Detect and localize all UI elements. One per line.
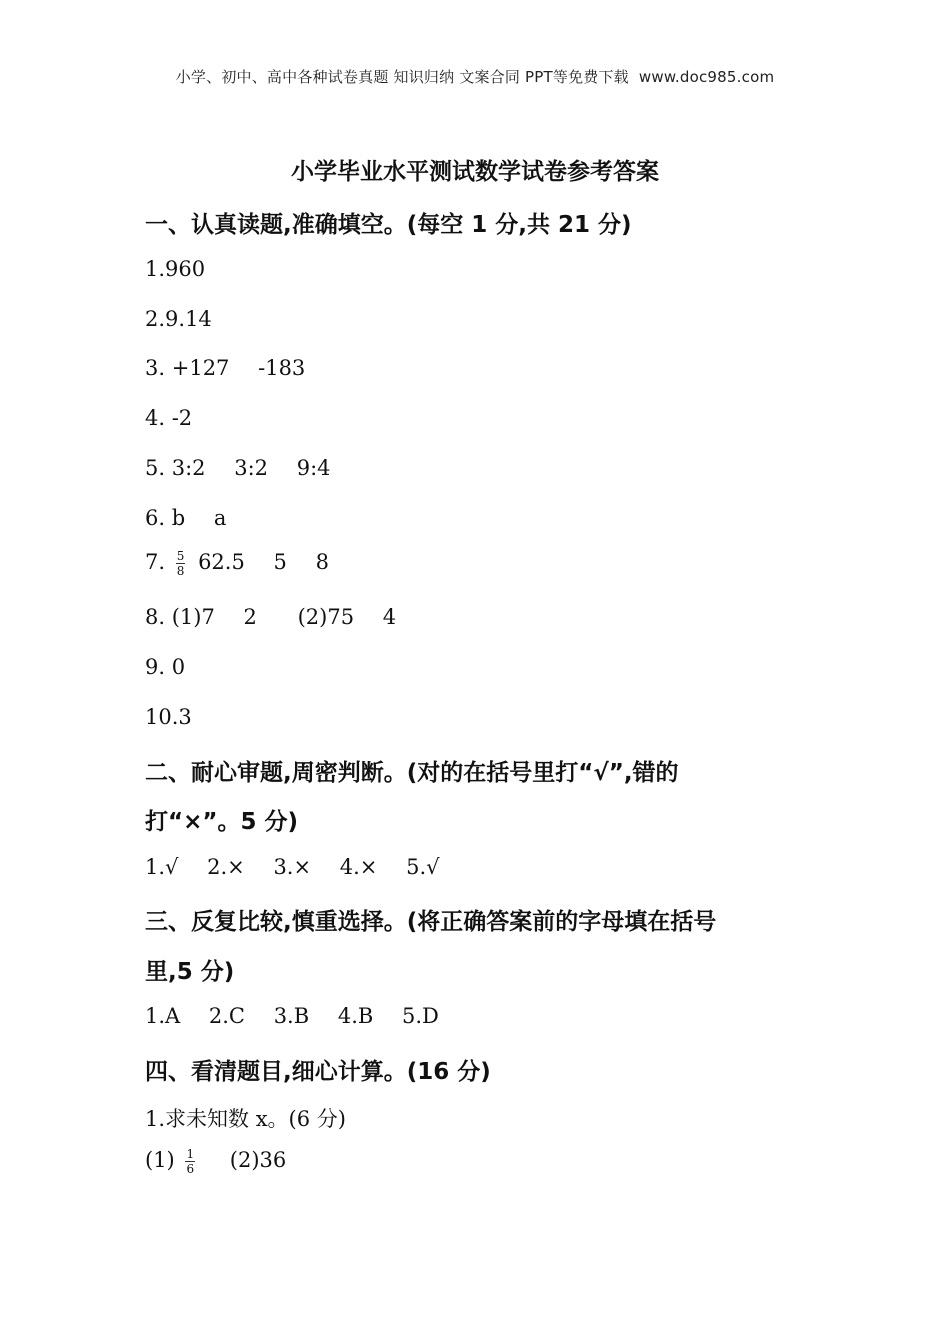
s1-answer-10: 10.3 <box>145 705 192 729</box>
answer-number: 3. <box>145 356 166 380</box>
section1-heading: 一、认真读题,准确填空。(每空 1 分,共 21 分) <box>145 212 632 238</box>
answer-value: +127 <box>171 356 230 380</box>
s1-answer-9: 9. 0 <box>145 655 186 679</box>
s1-answer-5 <box>145 456 331 480</box>
section4-sub1-title: 1.求未知数 x。(6 分) <box>145 1107 346 1131</box>
answer-number: 5. <box>145 456 166 480</box>
s1-answer-7 <box>145 550 329 577</box>
judgement-answer: 2.× <box>207 855 245 879</box>
section2-answers <box>145 855 440 879</box>
page-title: 小学毕业水平测试数学试卷参考答案 <box>291 159 659 185</box>
fraction-denominator: 8 <box>176 564 185 578</box>
answer-value: 8 <box>315 550 329 574</box>
answer-value: (2)75 <box>297 605 355 629</box>
header-text: 小学、初中、高中各种试卷真题 知识归纳 文案合同 PPT等免费下载 <box>175 68 629 86</box>
answer-value: 5 <box>273 550 287 574</box>
answer-number: 8. <box>145 605 166 629</box>
answer-value: (1)7 <box>171 605 215 629</box>
s1-answer-6 <box>145 506 226 530</box>
page-header <box>0 66 950 87</box>
choice-answer: 2.C <box>208 1004 245 1028</box>
judgement-answer: 1.√ <box>145 855 179 879</box>
section3-heading-line1: 三、反复比较,慎重选择。(将正确答案前的字母填在括号 <box>145 909 717 935</box>
answer-value: (2)36 <box>229 1148 287 1172</box>
choice-answer: 4.B <box>337 1004 374 1028</box>
section4-sub1-answers <box>145 1148 286 1175</box>
section3-answers <box>145 1004 439 1028</box>
fraction-denominator: 6 <box>186 1162 195 1176</box>
judgement-answer: 4.× <box>339 855 378 879</box>
section3-heading-line2: 里,5 分) <box>145 959 235 985</box>
answer-value: 9:4 <box>296 456 331 480</box>
s1-answer-4: 4. -2 <box>145 406 193 430</box>
answer-value: 2 <box>243 605 257 629</box>
header-url[interactable]: www.doc985.com <box>638 68 775 86</box>
answer-value: 4 <box>382 605 397 629</box>
choice-answer: 1.A <box>145 1004 181 1028</box>
s1-answer-3 <box>145 356 305 380</box>
answer-number: 6. <box>145 506 166 530</box>
answer-value: 62.5 <box>198 550 245 574</box>
choice-answer: 5.D <box>402 1004 439 1028</box>
judgement-answer: 5.√ <box>406 855 440 879</box>
fraction-numerator: 1 <box>186 1147 195 1161</box>
answer-value: 3:2 <box>171 456 206 480</box>
answer-value: (1) <box>145 1148 175 1172</box>
answer-value: b <box>171 506 186 530</box>
s1-answer-2: 2.9.14 <box>145 307 212 331</box>
section2-heading-line2: 打“×”。5 分) <box>145 809 299 835</box>
choice-answer: 3.B <box>273 1004 310 1028</box>
answer-value: a <box>213 506 227 530</box>
answer-number: 7. <box>145 550 166 574</box>
section2-heading-line1: 二、耐心审题,周密判断。(对的在括号里打“√”,错的 <box>145 760 679 786</box>
section4-heading: 四、看清题目,细心计算。(16 分) <box>145 1059 491 1085</box>
answer-value: -183 <box>258 356 306 380</box>
fraction-numerator: 5 <box>176 549 185 563</box>
s1-answer-8 <box>145 605 396 629</box>
fraction <box>176 550 186 577</box>
answer-value: 3:2 <box>234 456 269 480</box>
judgement-answer: 3.× <box>273 855 312 879</box>
s1-answer-1: 1.960 <box>145 257 206 281</box>
fraction <box>185 1148 195 1175</box>
